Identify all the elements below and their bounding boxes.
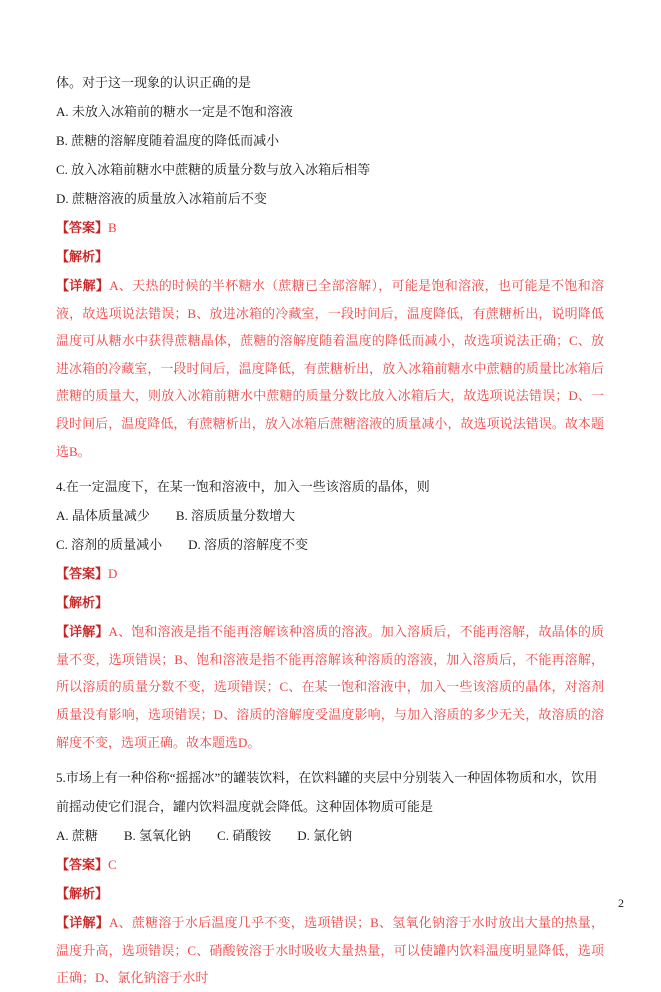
answer-tag: 【答案】 [56,857,109,873]
detail-tag: 【详解】 [56,278,110,293]
question-3-stem: 体。对于这一现象的认识正确的是 [56,75,252,90]
question-3-answer-line [56,213,604,242]
detail-tag: 【详解】 [56,624,109,640]
detail-text: A、天热的时候的半杯糖水（蔗糖已全部溶解），可能是饱和溶液，也可能是不饱和溶液，故选项说法错误；B、放进冰箱的冷藏室，一段时间后，温度降低，有蔗糖析出，说明降低温度可从糖水中获得蔗糖晶体，蔗糖的溶解度随着温度的降低而减小，故选项说法正确；C、放进冰箱的冷藏室，一段时间后，温度降低，有蔗糖析出，放入冰箱前糖水中蔗糖的质量比冰箱后蔗糖的质量大，则放入冰箱前糖水中蔗糖的质量分数比放入冰箱后大，故选项说法错误；D、一段时间后，温度降低，有蔗糖析出，放入冰箱后蔗糖溶液的质量减小，故选项说法错误。故本题选B。 [56,278,604,459]
question-5-analysis-tag [56,879,604,908]
page-number: 2 [618,896,624,910]
question-5-detail [56,909,604,992]
question-3-option-a: A. 未放入冰箱前的糖水一定是不饱和溶液 [56,104,293,119]
analysis-tag: 【解析】 [56,595,109,611]
detail-text: A、蔗糖溶于水后温度几乎不变，选项错误；B、氢氧化钠溶于水时放出大量的热量，温度升高，选项错误；C、硝酸铵溶于水时吸收大量热量，可以使罐内饮料温度明显降低，选项正确；D、氯化钠溶于水时 [56,915,604,986]
question-4-analysis-tag [56,588,604,617]
question-4-answer-line [56,559,604,588]
question-3-analysis-tag [56,242,604,271]
question-3-option-d: D. 蔗糖溶液的质量放入冰箱前后不变 [56,191,267,206]
detail-tag: 【详解】 [56,915,109,931]
answer-tag: 【答案】 [56,220,109,235]
question-4-options-cd: C. 溶剂的质量减小 D. 溶质的溶解度不变 [56,537,309,553]
question-5-options: A. 蔗糖 B. 氢氧化钠 C. 硝酸铵 D. 氯化钠 [56,828,353,844]
answer-letter: B [108,220,117,235]
answer-letter: D [108,566,118,582]
question-3-option-b: B. 蔗糖的溶解度随着温度的降低而减小 [56,133,280,148]
detail-text: A、饱和溶液是指不能再溶解该种溶质的溶液。加入溶质后，不能再溶解，故晶体的质量不变，选项错误；B、饱和溶液是指不能再溶解该种溶质的溶液，加入溶质后，不能再溶解，所以溶质的质量分数不变，选项错误；C、在某一饱和溶液中，加入一些该溶质的晶体，对溶剂质量没有影响，选项错误；D、溶质的溶解度受温度影响，与加入溶质的多少无关，故溶质的溶解度不变，选项正确。故本题选D。 [56,624,604,750]
analysis-tag: 【解析】 [56,886,109,902]
answer-tag: 【答案】 [56,566,109,582]
question-3-option-c: C. 放入冰箱前糖水中蔗糖的质量分数与放入冰箱后相等 [56,162,371,177]
analysis-tag: 【解析】 [56,249,109,264]
question-5-answer-line [56,850,604,879]
question-5-stem: 5.市场上有一种俗称“摇摇冰”的罐装饮料，在饮料罐的夹层中分别装入一种固体物质和水，饮用前摇动使它们混合，罐内饮料温度就会降低。这种固体物质可能是 [56,770,598,815]
question-3-detail [56,272,604,465]
question-4-detail [56,618,604,756]
question-4-options-ab: A. 晶体质量减少 B. 溶质质量分数增大 [56,508,296,524]
answer-letter: C [108,857,117,873]
question-4-stem: 4.在一定温度下，在某一饱和溶液中，加入一些该溶质的晶体，则 [56,479,430,495]
